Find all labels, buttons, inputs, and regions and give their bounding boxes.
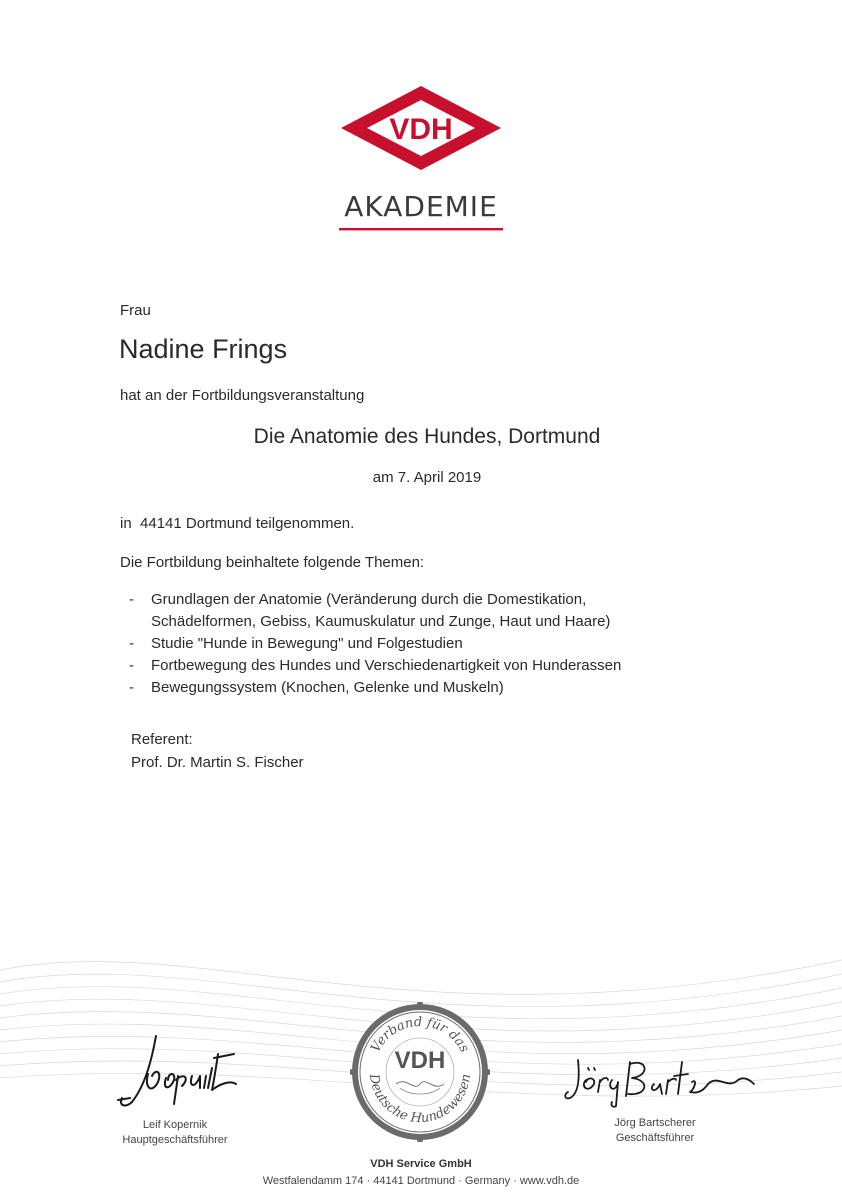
signatory-name: Jörg Bartscherer	[614, 1117, 696, 1129]
signatory-title: Hauptgeschäftsführer	[122, 1134, 228, 1146]
list-bullet: -	[129, 591, 134, 608]
signature-left-caption	[110, 1118, 240, 1148]
topic-text: Bewegungssystem (Knochen, Gelenke und Muskeln)	[151, 679, 504, 696]
seal-center-text: VDH	[394, 1047, 446, 1074]
logo-underline	[339, 228, 503, 230]
list-item	[129, 633, 729, 655]
signature-left	[108, 1028, 248, 1116]
topics-list	[129, 589, 729, 699]
recipient-name: Nadine Frings	[119, 334, 288, 364]
footer-address: Westfalendamm 174 · 44141 Dortmund · Germany · www.vdh.de	[262, 1175, 580, 1187]
referent-label: Referent:	[131, 731, 193, 748]
signature-right	[558, 1050, 758, 1110]
place-line: in 44141 Dortmund teilgenommen.	[120, 515, 355, 532]
vdh-akademie-logo	[335, 82, 507, 236]
list-item	[129, 677, 729, 699]
referent-name: Prof. Dr. Martin S. Fischer	[131, 754, 304, 771]
list-bullet: -	[129, 635, 134, 652]
list-bullet: -	[129, 657, 134, 674]
logo-subtitle: AKADEMIE	[344, 190, 498, 223]
signatory-title: Geschäftsführer	[615, 1132, 695, 1144]
topic-text: Grundlagen der Anatomie (Veränderung durch die Domestikation,	[151, 591, 587, 608]
signatory-name: Leif Kopernik	[142, 1119, 208, 1131]
signature-right-caption	[590, 1116, 720, 1146]
topic-text-continued: Schädelformen, Gebiss, Kaumuskulatur und Zunge, Haut und Haare)	[151, 613, 611, 630]
footer-company: VDH Service GmbH	[370, 1158, 472, 1170]
topic-text: Fortbewegung des Hundes und Verschiedenartigkeit von Hunderassen	[151, 657, 622, 674]
list-item	[129, 589, 729, 633]
event-date: am 7. April 2019	[372, 469, 482, 486]
salutation: Frau	[120, 302, 151, 319]
topics-intro: Die Fortbildung beinhaltete folgende Themen:	[120, 554, 425, 571]
seal-ring-bottom: Deutsche Hundewesen	[365, 1072, 475, 1127]
list-item	[129, 655, 729, 677]
intro-text: hat an der Fortbildungsveranstaltung	[120, 387, 365, 404]
logo-mark-text: VDH	[389, 113, 453, 146]
vdh-seal	[350, 1002, 490, 1142]
event-title: Die Anatomie des Hundes, Dortmund	[253, 425, 601, 448]
topic-text: Studie "Hunde in Bewegung" und Folgestudien	[151, 635, 463, 652]
list-bullet: -	[129, 679, 134, 696]
seal-ring-top: Verband für das	[368, 1014, 472, 1055]
